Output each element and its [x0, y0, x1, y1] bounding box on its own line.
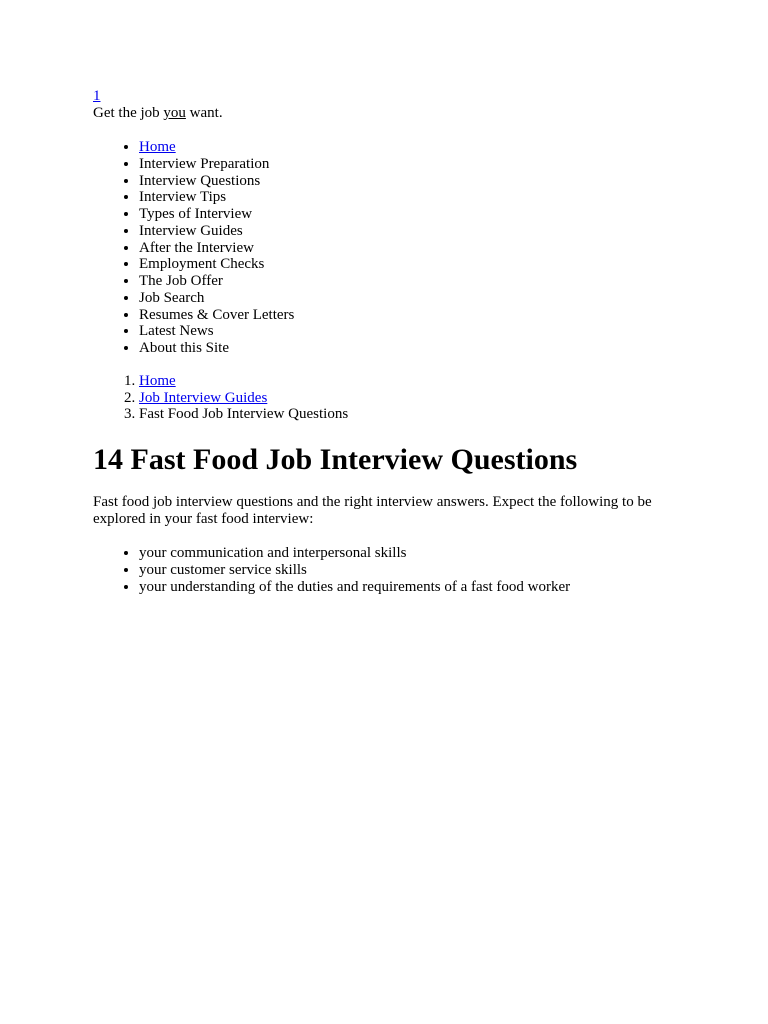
nav-item-interview-preparation: • Interview Preparation	[139, 156, 693, 173]
nav-item-latest-news: • Latest News	[139, 323, 693, 340]
nav-link-home[interactable]: Home	[139, 139, 176, 155]
tagline-start: Get the job	[93, 105, 164, 121]
nav-item-job-search: • Job Search	[139, 290, 693, 307]
key-points-list	[93, 545, 693, 595]
breadcrumb-item-guides	[139, 390, 693, 407]
breadcrumb-item-home	[139, 373, 693, 390]
breadcrumb-link-home[interactable]: Home	[139, 372, 176, 389]
breadcrumb-item-current: 3. Fast Food Job Interview Questions	[139, 406, 693, 423]
page-content	[93, 88, 693, 595]
main-navigation	[93, 139, 693, 357]
list-item: • your customer service skills	[139, 562, 693, 579]
nav-item-types-of-interview: • Types of Interview	[139, 206, 693, 223]
nav-item-interview-tips: • Interview Tips	[139, 189, 693, 206]
site-tagline	[93, 105, 693, 122]
tagline-emphasis: you	[163, 105, 186, 121]
nav-item-interview-questions: • Interview Questions	[139, 173, 693, 190]
breadcrumb	[93, 373, 693, 423]
nav-item-interview-guides: • Interview Guides	[139, 223, 693, 240]
nav-item-resumes-cover-letters: • Resumes & Cover Letters	[139, 307, 693, 324]
list-item: • your communication and interpersonal skills	[139, 545, 693, 562]
list-item: • your understanding of the duties and requirements of a fast food worker	[139, 579, 693, 596]
page-title: 14 Fast Food Job Interview Questions	[93, 443, 578, 476]
nav-item-the-job-offer: • The Job Offer	[139, 273, 693, 290]
breadcrumb-link-guides[interactable]: Job Interview Guides	[139, 389, 268, 406]
nav-item-about-this-site: • About this Site	[139, 340, 693, 357]
nav-item-after-the-interview: • After the Interview	[139, 240, 693, 257]
tagline-end: want.	[185, 105, 223, 121]
nav-item-employment-checks: • Employment Checks	[139, 256, 693, 273]
intro-paragraph: Fast food job interview questions and the right interview answers. Expect the following to be explored in your fast food interview:	[93, 494, 652, 527]
nav-item-home	[139, 139, 693, 156]
logo-link[interactable]: 1	[93, 88, 101, 104]
